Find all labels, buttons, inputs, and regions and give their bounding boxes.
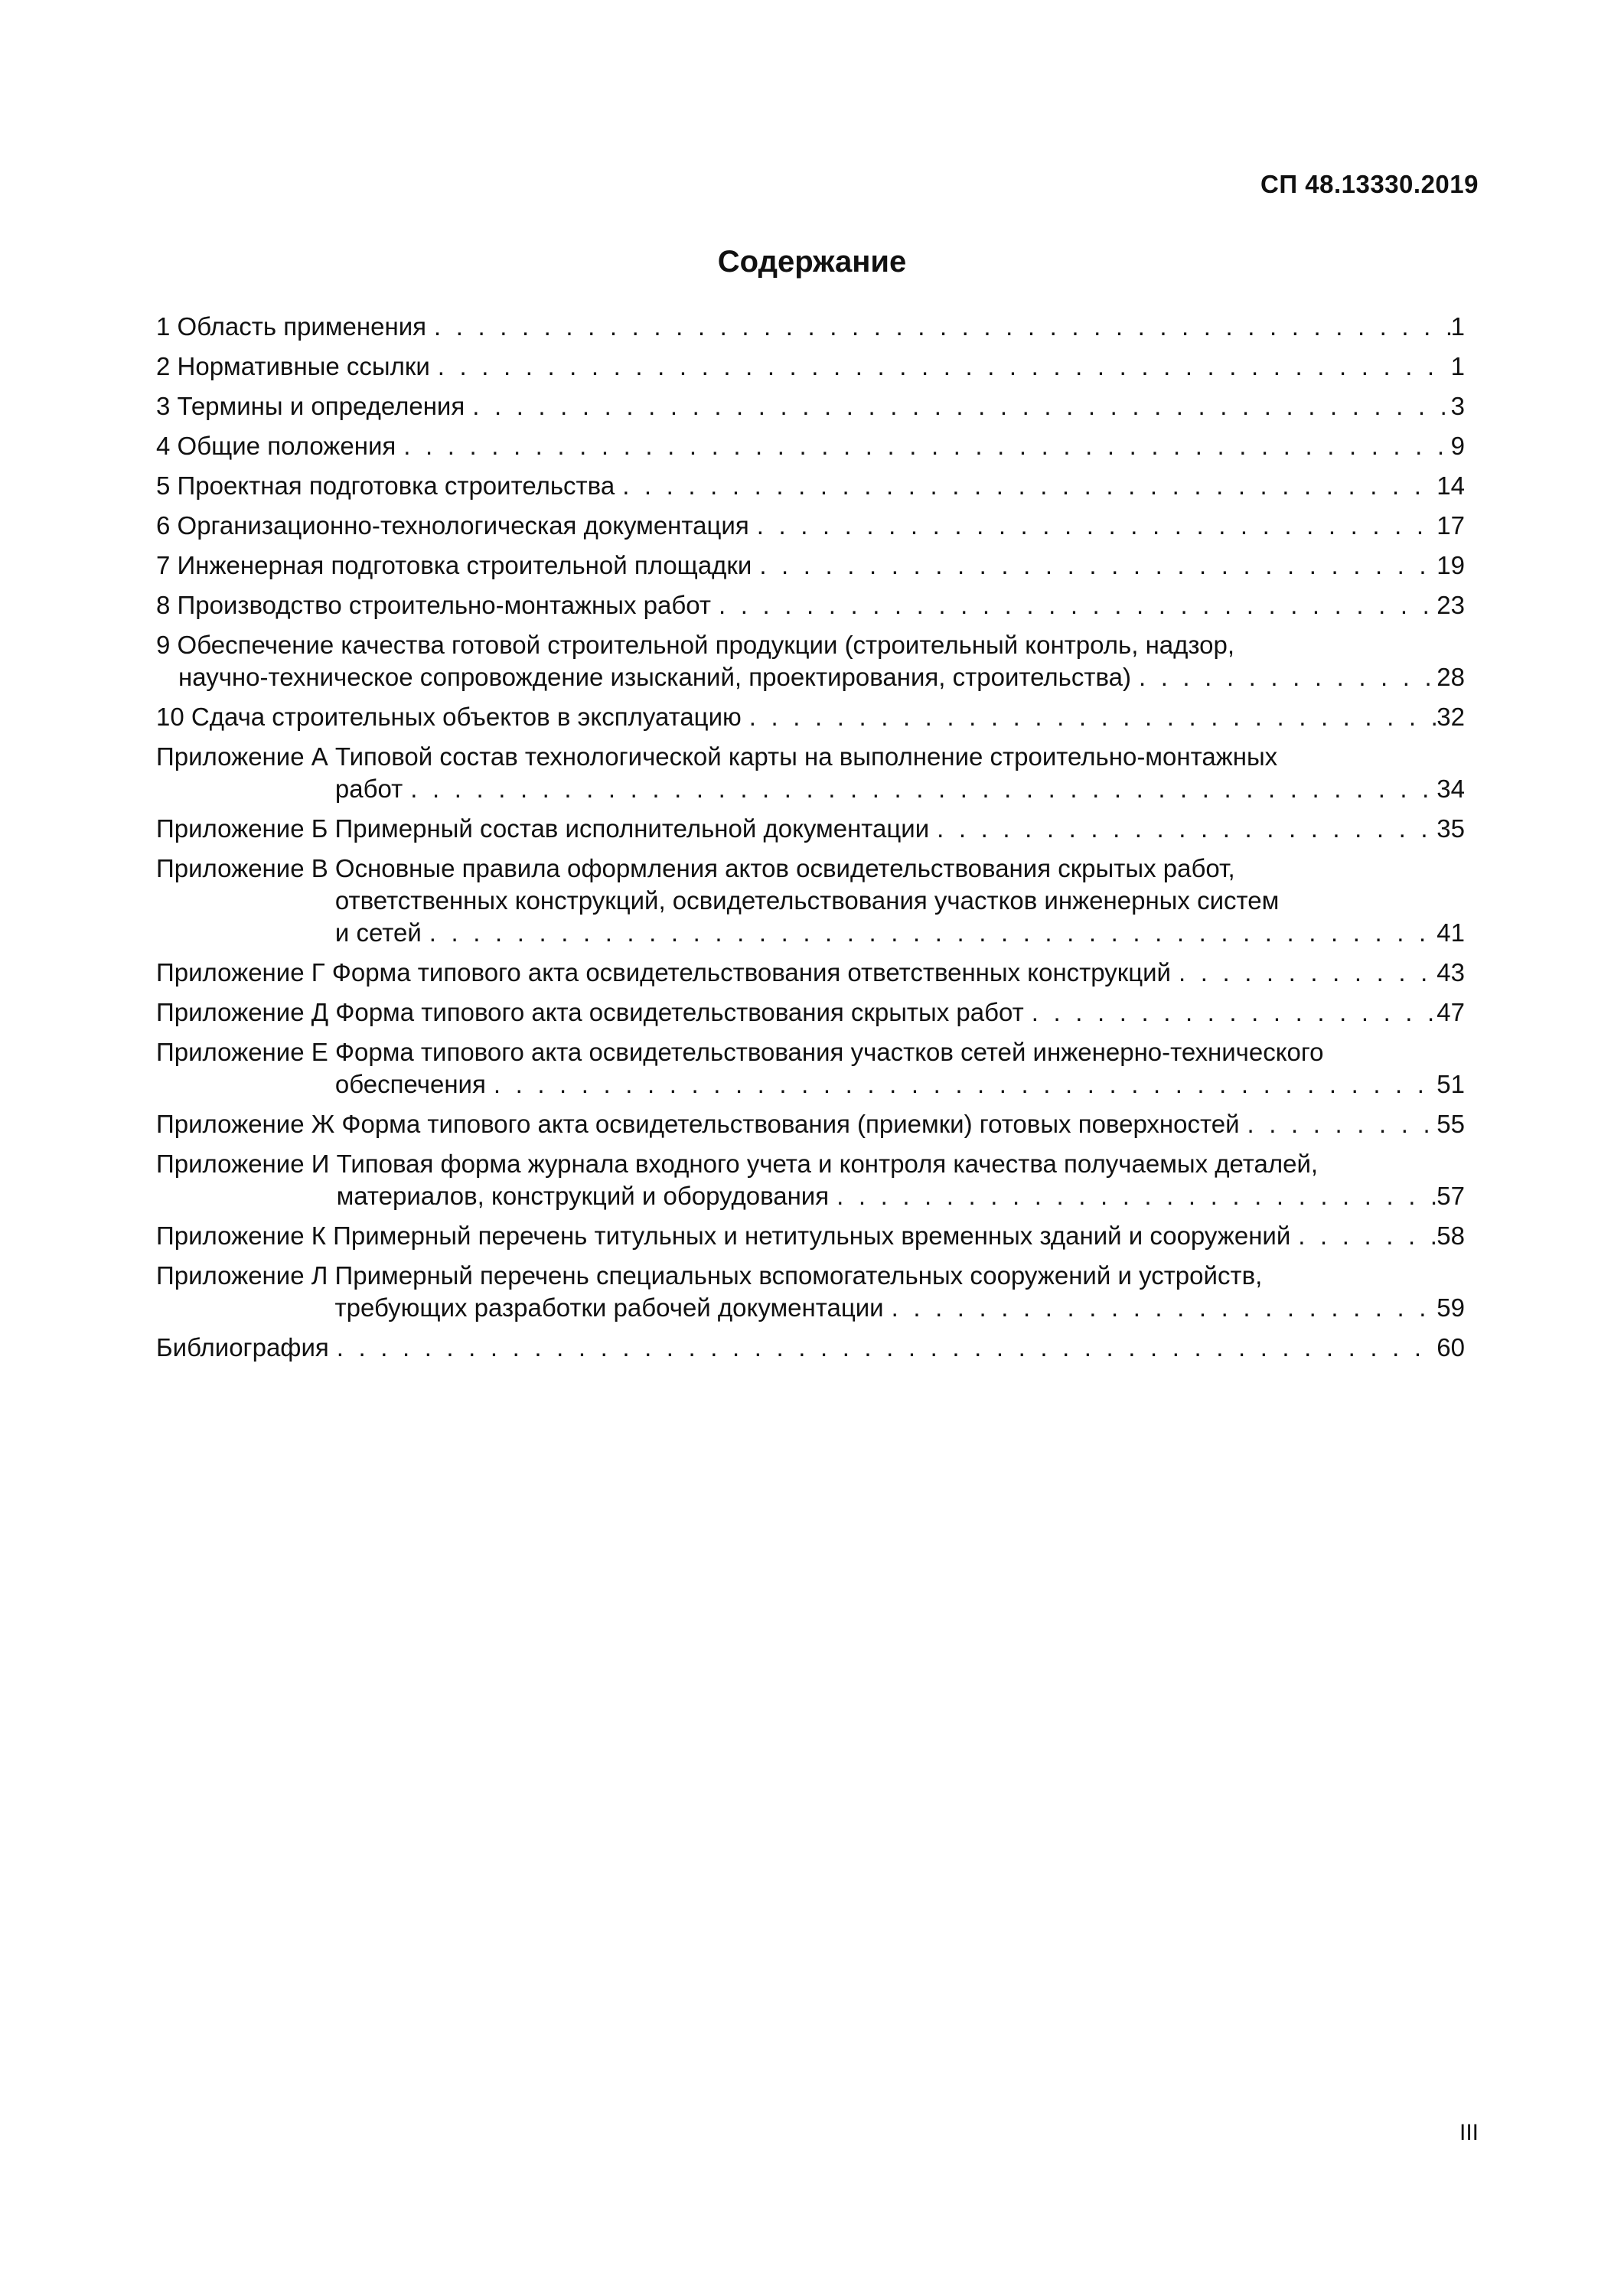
toc-entry-title: 7 Инженерная подготовка строительной площадки [156,551,752,579]
toc-entry-title: Форма типового акта освидетельствования участков сетей инженерно-технического [334,1038,1324,1066]
table-of-contents [156,311,1465,1371]
toc-entry-title: Библиография [156,1333,329,1362]
toc-entry[interactable] [156,957,1465,989]
toc-entry-title: 6 Организационно-технологическая документация [156,511,749,540]
toc-page-number: 60 [1436,1333,1465,1362]
toc-entry-title: Типовой состав технологической карты на выполнение строительно-монтажных [334,742,1278,771]
toc-entry[interactable] [156,1332,1465,1364]
toc-page-number: 43 [1436,958,1465,987]
dot-leader [1247,1108,1437,1140]
dot-leader [1179,957,1436,989]
toc-page-number: 34 [1436,775,1465,803]
toc-entry-title: 5 Проектная подготовка строительства [156,471,615,500]
dot-leader [1032,996,1437,1029]
toc-entry[interactable] [156,1260,1465,1324]
appendix-label: Приложение А [156,742,335,771]
toc-entry[interactable] [156,390,1465,422]
toc-entry[interactable] [156,311,1465,343]
toc-page-number: 14 [1436,471,1465,500]
toc-page-number: 19 [1436,551,1465,579]
toc-entry-title: Форма типового акта освидетельствования скрытых работ [335,998,1024,1026]
page-title: Содержание [717,245,907,279]
toc-page-number: 58 [1436,1221,1465,1250]
toc-entry[interactable] [156,1148,1465,1212]
toc-entry-title: 9 Обеспечение качества готовой строительной продукции (строительный контроль, надзор, [156,631,1235,659]
toc-entry-title: Форма типового акта освидетельствования (приемки) готовых поверхностей [341,1110,1240,1138]
appendix-label: Приложение К [156,1221,334,1250]
dot-leader [937,813,1436,845]
toc-entry-title: 1 Область применения [156,312,426,341]
appendix-label: Приложение Е [156,1038,335,1066]
dot-leader [892,1292,1437,1324]
dot-leader [434,311,1451,343]
dot-leader [1139,661,1436,693]
dot-leader [429,917,1436,949]
page-number: III [1459,2120,1479,2145]
toc-entry-title: требующих разработки рабочей документации [334,1293,884,1322]
toc-entry[interactable] [156,510,1465,542]
dot-leader [337,1332,1437,1364]
toc-entry[interactable] [156,1220,1465,1252]
toc-entry-title: Форма типового акта освидетельствования ответственных конструкций [331,958,1171,987]
toc-entry-title: обеспечения [334,1070,486,1098]
toc-page-number: 55 [1436,1110,1465,1138]
toc-entry[interactable] [156,629,1465,693]
toc-entry-title: Примерный состав исполнительной документации [334,814,930,843]
appendix-label: Приложение Ж [156,1110,342,1138]
dot-leader [759,550,1436,582]
toc-page-number: 3 [1450,392,1465,420]
toc-page-number: 32 [1436,703,1465,731]
dot-leader [622,470,1436,502]
toc-page-number: 1 [1450,352,1465,380]
toc-page-number: 59 [1436,1293,1465,1322]
dot-leader [1298,1220,1436,1252]
toc-page-number: 41 [1436,918,1465,947]
toc-entry[interactable] [156,741,1465,805]
toc-page-number: 51 [1436,1070,1465,1098]
toc-entry-title: работ [334,775,403,803]
appendix-label: Приложение Г [156,958,332,987]
toc-page-number: 28 [1436,663,1465,691]
dot-leader [403,430,1450,462]
toc-entry[interactable] [156,701,1465,733]
toc-entry-title: Примерный перечень титульных и нетитульных временных зданий и сооружений [333,1221,1291,1250]
toc-entry-title: Основные правила оформления актов освидетельствования скрытых работ, [334,854,1235,882]
toc-page-number: 9 [1450,432,1465,460]
toc-entry-title: 4 Общие положения [156,432,396,460]
dot-leader [494,1068,1436,1101]
toc-page-number: 17 [1436,511,1465,540]
appendix-label: Приложение Б [156,814,335,843]
toc-entry-title: научно-техническое сопровождение изысканий, проектирования, строительства) [178,663,1131,691]
document-code: СП 48.13330.2019 [1260,170,1479,198]
dot-leader [410,773,1436,805]
toc-entry[interactable] [156,470,1465,502]
toc-entry-title: 2 Нормативные ссылки [156,352,430,380]
dot-leader [749,701,1437,733]
dot-leader [836,1180,1436,1212]
toc-entry[interactable] [156,853,1465,949]
toc-entry-title: 3 Термины и определения [156,392,465,420]
toc-entry-title: материалов, конструкций и оборудования [336,1182,830,1210]
toc-page-number: 1 [1450,312,1465,341]
toc-entry[interactable] [156,1108,1465,1140]
toc-entry-title: ответственных конструкций, освидетельствования участков инженерных систем [334,886,1280,915]
appendix-label: Приложение В [156,854,335,882]
toc-page-number: 47 [1436,998,1465,1026]
toc-entry[interactable] [156,589,1465,621]
dot-leader [719,589,1436,621]
toc-entry-title: 10 Сдача строительных объектов в эксплуатацию [156,703,742,731]
appendix-label: Приложение Д [156,998,336,1026]
toc-entry[interactable] [156,351,1465,383]
toc-entry[interactable] [156,1036,1465,1101]
toc-page-number: 57 [1436,1182,1465,1210]
toc-entry-title: 8 Производство строительно-монтажных работ [156,591,712,619]
toc-page-number: 23 [1436,591,1465,619]
dot-leader [757,510,1437,542]
toc-entry-title: Типовая форма журнала входного учета и контроля качества получаемых деталей, [336,1150,1319,1178]
toc-entry-title: Примерный перечень специальных вспомогательных сооружений и устройств, [334,1261,1263,1290]
toc-entry-title: и сетей [334,918,422,947]
appendix-label: Приложение Л [156,1261,335,1290]
toc-entry[interactable] [156,996,1465,1029]
toc-page-number: 35 [1436,814,1465,843]
appendix-label: Приложение И [156,1150,337,1178]
dot-leader [438,351,1451,383]
toc-entry[interactable] [156,550,1465,582]
toc-entry[interactable] [156,813,1465,845]
dot-leader [472,390,1450,422]
toc-entry[interactable] [156,430,1465,462]
